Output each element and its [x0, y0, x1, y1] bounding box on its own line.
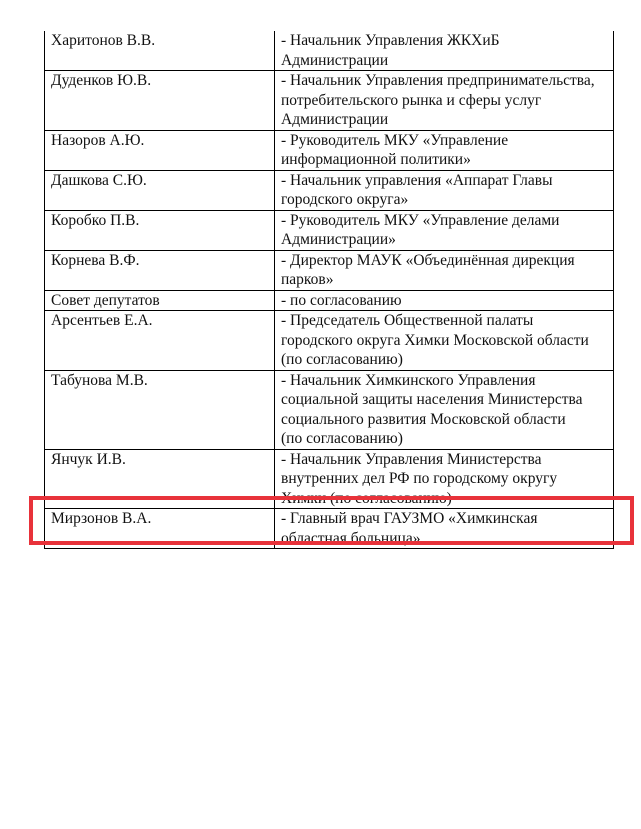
member-name: Дашкова С.Ю.	[45, 170, 275, 210]
member-name: Харитонов В.В.	[45, 31, 275, 71]
member-name: Совет депутатов	[45, 290, 275, 311]
table-row	[45, 290, 614, 311]
member-name: Назоров А.Ю.	[45, 130, 275, 170]
member-role: - Председатель Общественной палаты городского округа Химки Московской области (по согласованию)	[275, 311, 614, 371]
table-row	[45, 311, 614, 371]
table-row	[45, 250, 614, 290]
member-name: Арсентьев Е.А.	[45, 311, 275, 371]
member-role: - Начальник Управления ЖКХиБ Администрации	[275, 31, 614, 71]
member-role: - Начальник Управления Министерства внутренних дел РФ по городскому округу Химки (по согласованию)	[275, 449, 614, 509]
member-name: Коробко П.В.	[45, 210, 275, 250]
table-row-highlighted	[45, 509, 614, 549]
member-role: - по согласованию	[275, 290, 614, 311]
member-name: Корнева В.Ф.	[45, 250, 275, 290]
member-role: - Главный врач ГАУЗМО «Химкинская областная больница»	[275, 509, 614, 549]
table-row	[45, 170, 614, 210]
member-role: - Начальник Управления предпринимательства, потребительского рынка и сферы услуг Администрации	[275, 71, 614, 131]
table-row	[45, 449, 614, 509]
member-name: Мирзонов В.А.	[45, 509, 275, 549]
table-row	[45, 370, 614, 449]
member-name: Янчук И.В.	[45, 449, 275, 509]
member-role: - Начальник Химкинского Управления социальной защиты населения Министерства социального развития Московской области (по согласованию)	[275, 370, 614, 449]
table-row	[45, 210, 614, 250]
member-role: - Руководитель МКУ «Управление информационной политики»	[275, 130, 614, 170]
members-table	[44, 31, 614, 549]
table-row	[45, 31, 614, 71]
member-role: - Директор МАУК «Объединённая дирекция парков»	[275, 250, 614, 290]
member-name: Табунова М.В.	[45, 370, 275, 449]
table-row	[45, 71, 614, 131]
member-role: - Руководитель МКУ «Управление делами Администрации»	[275, 210, 614, 250]
member-role: - Начальник управления «Аппарат Главы городского округа»	[275, 170, 614, 210]
member-name: Дуденков Ю.В.	[45, 71, 275, 131]
table-row	[45, 130, 614, 170]
